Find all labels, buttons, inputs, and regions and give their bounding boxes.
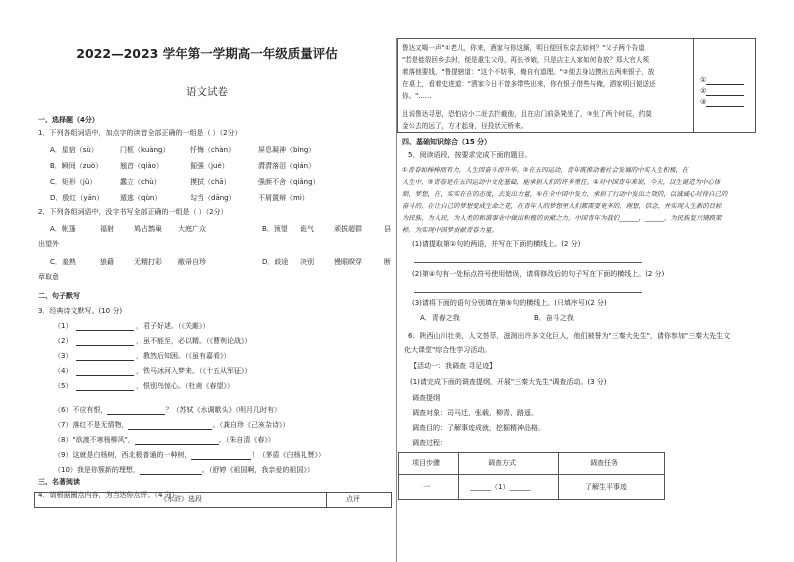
q2-ab-2: 鸠占鹊巢 xyxy=(134,225,162,233)
survey-head-step: 项目步骤 xyxy=(412,459,440,467)
q1-option-2-0: C．矩形（jǔ） xyxy=(50,178,97,186)
question-6-line-1: 6．陕西山川壮美，人文荟萃，滋润出许多文化巨人，他们被誉为"三秦大先生"，请你参加"三秦大先生文 xyxy=(408,332,731,340)
answer-blank-1[interactable] xyxy=(76,323,134,331)
q2-ab-7: 县 xyxy=(384,225,391,233)
excerpt-line-2: 着落他要钱，"鲁提辖道："这个不妨事，俺自有道理。"②便去身边摸出五两来银子，放 xyxy=(402,68,655,76)
answer-blank-6[interactable] xyxy=(107,407,165,415)
answer-blank-10[interactable] xyxy=(140,467,202,475)
novel-table-right-header: 点评 xyxy=(346,495,360,503)
q2-cd-5: 决别 xyxy=(300,258,314,266)
recitation-8-prefix: （8）"欲渡不寒杨柳风"， xyxy=(54,436,135,444)
recitation-10-prefix: （10）我是你簇新的理想， xyxy=(54,466,140,474)
question-4: 4．请根据圈点内容，为当达你点评。（4 分） xyxy=(38,491,179,499)
q2-cd-2: 无精打彩 xyxy=(134,258,162,266)
paragraph-line-0: ①青春如棒棒而有力，人生因奋斗而升华。②在五四运动，青年既推动着社会发展的中实人生积极，在 xyxy=(402,166,689,174)
question-2: 2．下列各组词语中，没字书写全部正确的一组是（ ）（2分） xyxy=(38,208,228,216)
recitation-4-source: ，铁马冰河入梦来。（《十五从军征》） xyxy=(136,367,252,375)
recitation-7-source: 。（龚自珍《己亥杂诗》） xyxy=(212,421,290,429)
question-2-tail-c: 章取意 xyxy=(38,273,59,281)
annotation-3 xyxy=(700,98,744,107)
annotation-2 xyxy=(700,87,744,96)
novel-table-divider xyxy=(326,492,327,507)
recitation-9-prefix: （9）这就是白杨树，西北极普通的一种树， xyxy=(54,451,192,459)
outline-subjects: 调查对象：司马迁、张载、柳青、路遥。 xyxy=(412,409,538,417)
survey-table-col-2 xyxy=(558,452,559,499)
paragraph-line-2: 制，梦想，在，实实在在的态度，去发出力量，⑤在全中国中发力，承担了行动中发出之效的，以诚诚心对待自己的 xyxy=(402,190,728,198)
survey-cell-method[interactable]: ______（1）______ xyxy=(470,483,531,491)
recitation-10-source: 。（舒婷《祖国啊，我亲爱的祖国》） xyxy=(201,466,314,474)
paragraph-line-5: 桥，为实现中国梦贡献青春力量。 xyxy=(402,226,498,234)
novel-table-header xyxy=(34,492,392,508)
excerpt-side-divider xyxy=(693,38,694,132)
q2-ab-6: 顽拔超群 xyxy=(334,225,362,233)
exam-subtitle: 语文试卷 xyxy=(186,86,228,98)
paragraph-line-1: 人生中，③青春是在五四运动中文化基础，能承担人们的许多重任。④对中国青年来说，今天，以生诞造为中心体 xyxy=(402,178,721,186)
section-2-heading: 二、句子默写 xyxy=(38,292,80,300)
survey-head-task: 调查任务 xyxy=(590,459,618,467)
option-b: B．奋斗之我 xyxy=(534,314,574,322)
recitation-2-source: ，虽不能至，必以精。（《曹刿论战》） xyxy=(136,337,252,345)
q2-cd-3: 敝帚自珍 xyxy=(178,258,206,266)
q2-ab-0: A．帐篷 xyxy=(50,225,76,233)
recitation-1-number: （1） xyxy=(54,322,73,330)
q1-option-1-3: 潸潸落泪（qián） xyxy=(258,162,316,170)
q1-option-0-2: 忏悔（chàn） xyxy=(190,146,236,154)
q2-ab-1: 福射 xyxy=(100,225,114,233)
recitation-6-source: ？（苏轼《水调歌头》（明月几时有） xyxy=(165,406,281,414)
q2-ab-5: 诡气 xyxy=(300,225,314,233)
q2-ab-4: B．预望 xyxy=(262,225,288,233)
excerpt2-line-1: 金公去的远了，方才起身，径投状元桥来。 xyxy=(402,122,528,130)
excerpt2-line-0: 且说鲁达寻思，恐怕店小二赶去拦截他，且在店门前条凳坐了，③坐了两个时辰，约莫 xyxy=(402,110,652,118)
q1-option-3-1: 遁逃（qùn） xyxy=(120,194,162,202)
q1-option-2-1: 蠢立（chù） xyxy=(120,178,161,186)
activity-heading: 【活动一：我调查 寻足迹】 xyxy=(410,362,497,370)
q1-option-2-3: 强颜不舍（qiǎng） xyxy=(258,178,320,186)
annotation-3-label: ③ xyxy=(700,98,707,106)
excerpt-line-0: 鲁达又喝一声"①老儿，你来，酒家与你这厮，明日便回东京去如何？"父子两个告道 xyxy=(402,44,645,52)
q1-option-0-0: A．星宿（sù） xyxy=(50,146,98,154)
recitation-2-number: （2） xyxy=(54,337,73,345)
answer-blank-9[interactable] xyxy=(191,452,251,460)
answer-blank-8[interactable] xyxy=(135,437,219,445)
q1-option-2-2: 摸拭（chā） xyxy=(190,178,231,186)
recitation-3-source: ，教然后知困。（《虽有嘉肴》） xyxy=(136,352,231,360)
q1-option-3-3: 不屑置辩（mì） xyxy=(258,194,309,202)
recitation-1-source: ，君子好逑。（《关雎》） xyxy=(136,322,210,330)
survey-table-row-line xyxy=(398,474,664,475)
answer-blank-7[interactable] xyxy=(128,422,212,430)
answer-blank-4[interactable] xyxy=(76,368,134,376)
recitation-7 xyxy=(54,421,289,430)
question-5-2: (2)第④句有一处标点符号使用错误，请将修改后的句子写在下面的横线上。(2 分) xyxy=(412,270,665,278)
excerpt-line-3: 在桌上，看着史进道："洒家今日不曾多带些出来，你有银子借些与俺，洒家明日便送还 xyxy=(402,80,656,88)
annotation-2-label: ② xyxy=(700,87,707,95)
recitation-10 xyxy=(54,466,314,475)
recitation-5-source: ，恨别鸟惊心。（杜甫《春望》） xyxy=(136,382,234,390)
q1-option-0-1: 门框（kuàng） xyxy=(120,146,170,154)
q1-option-1-2: 倔强（jué） xyxy=(190,162,229,170)
survey-cell-step: 一 xyxy=(423,483,430,491)
section-4-heading: 四、基础知识综合（15 分） xyxy=(402,138,492,146)
recitation-5-number: （5） xyxy=(54,382,73,390)
option-a: A．青春之我 xyxy=(420,314,460,322)
q2-cd-1: 狼藉 xyxy=(100,258,114,266)
annotation-2-blank[interactable] xyxy=(706,88,744,96)
q1-option-3-0: D．殷红（yān） xyxy=(50,194,104,202)
q2-cd-6: 慢眼睽穿 xyxy=(334,258,362,266)
annotation-1-label: ① xyxy=(700,76,707,84)
recitation-9-source: ！（茅盾《白杨礼赞》） xyxy=(251,451,325,459)
question-5-3: (3)请将下面的语句分别填在第⑤句的横线上。(只填序号)(2 分) xyxy=(412,299,607,307)
recitation-7-prefix: （7）落红不是无情物， xyxy=(54,421,129,429)
annotation-1 xyxy=(700,76,744,85)
recitation-8 xyxy=(54,436,275,445)
question-1: 1．下列各组词语中，加点字的读音全部正确的一组是（ ）（2分） xyxy=(38,129,242,137)
q1-option-1-1: 翘首（qiào） xyxy=(120,162,163,170)
survey-table-col-1 xyxy=(458,452,459,499)
q1-option-0-3: 屏息凝神（bǐng） xyxy=(258,146,316,154)
question-2-tail-a: 出望外 xyxy=(38,240,59,248)
question-5: 5．阅读语段，按要求完成下面的题目。 xyxy=(408,151,532,159)
excerpt-line-4: 你。"…… xyxy=(402,92,432,100)
activity-question: (1)请完成下面的调查提纲，开展"三秦大先生"调查活动。(3 分) xyxy=(410,378,607,386)
outline-purpose: 调查目的：了解事迹成就，挖掘精神品格。 xyxy=(412,424,545,432)
exam-title: 2022—2023 学年第一学期高一年级质量评估 xyxy=(76,46,338,61)
survey-cell-task: 了解生平事迹 xyxy=(585,483,627,491)
q1-option-3-2: 勾当（dāng） xyxy=(190,194,236,202)
recitation-9 xyxy=(54,451,325,460)
q2-cd-7: 断 xyxy=(384,258,391,266)
q2-cd-0: C．羞熟 xyxy=(50,258,76,266)
q2-ab-3: 大庭广众 xyxy=(178,225,206,233)
question-3: 3．经典诗文默写。(10 分) xyxy=(38,307,123,315)
question-6-line-2: 化大课堂"综合性学习活动。 xyxy=(404,346,492,354)
q1-option-1-0: B．瞬间（zuò） xyxy=(50,162,103,170)
section-3-heading: 三、名著阅读 xyxy=(38,478,80,486)
answer-line-5-2[interactable] xyxy=(414,292,642,293)
outline-title: 调查提纲 xyxy=(412,394,440,402)
excerpt-line-1: "若是能彀回乡去时，便是重生父母，再长爷娘，只是店主人家如何肯放？郑大官人须 xyxy=(402,56,649,64)
recitation-6 xyxy=(54,406,281,415)
annotation-3-blank[interactable] xyxy=(706,99,744,107)
answer-line-5-1[interactable] xyxy=(414,262,642,263)
question-5-1: (1)请提取第①句的两语，并写在下面的横线上。(2 分) xyxy=(412,240,581,248)
answer-blank-5[interactable] xyxy=(76,383,134,391)
novel-table-left-header: 《水浒》选段 xyxy=(160,495,202,503)
q2-cd-4: D．歧途 xyxy=(262,258,289,266)
recitation-4-number: （4） xyxy=(54,367,73,375)
survey-head-method: 调查方式 xyxy=(488,459,516,467)
recitation-8-source: 。（朱自清《春》） xyxy=(218,436,275,444)
answer-blank-3[interactable] xyxy=(76,353,134,361)
annotation-1-blank[interactable] xyxy=(706,77,744,85)
paragraph-line-4: 为民族，为人民，为人类的和谐事业中做出积极的贡献之力。中国青年为我们______，______，为民族复兴铺路架 xyxy=(402,214,722,222)
section-1-heading: 一、选择题（4分） xyxy=(38,116,99,124)
recitation-3-number: （3） xyxy=(54,352,73,360)
recitation-6-prefix: （6）不应有恨， xyxy=(54,406,108,414)
answer-blank-2[interactable] xyxy=(76,338,134,346)
paragraph-line-3: 奋斗的，在让自己的梦想变成生命之花，在青年人的梦想里人们都需要更多的，理想，信念，并实现人生新的目标 xyxy=(402,202,722,210)
outline-process: 调查过程： xyxy=(412,439,447,447)
